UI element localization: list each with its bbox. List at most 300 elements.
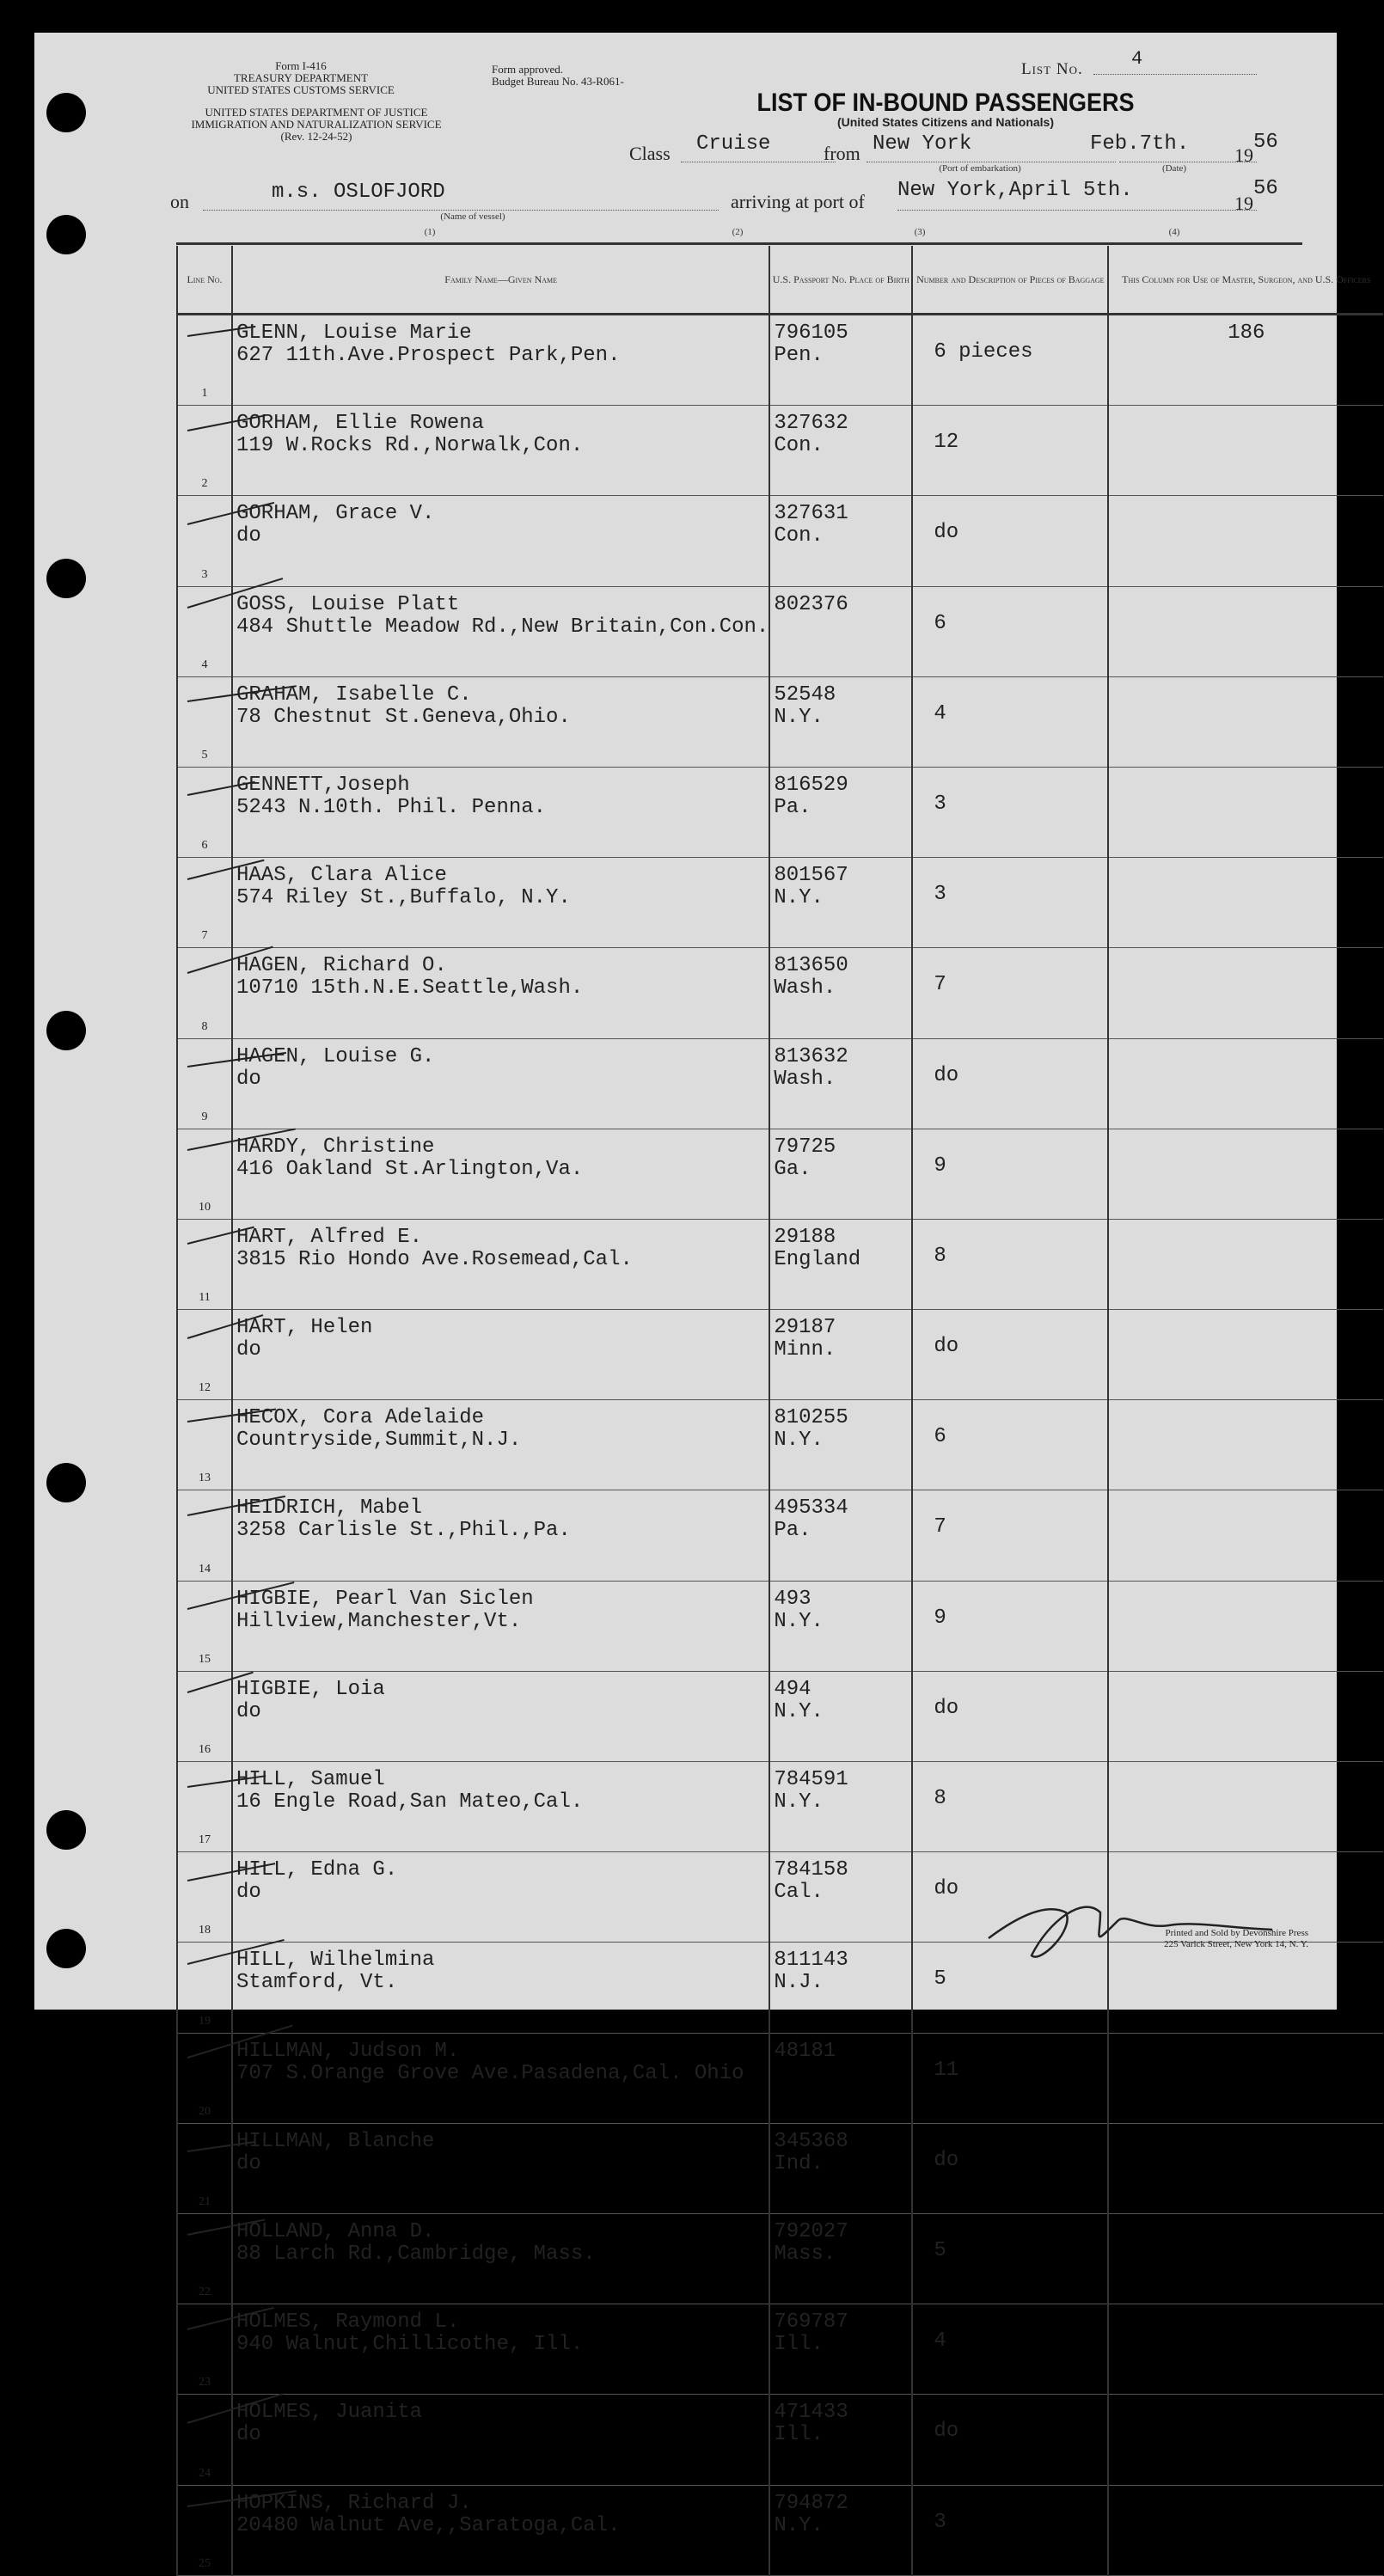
line-number-text: 4 — [201, 658, 208, 671]
line-number-text: 15 — [199, 1652, 211, 1666]
line-number-text: 20 — [199, 2104, 211, 2118]
table-row — [177, 2213, 1383, 2304]
name-cell — [232, 1762, 769, 1852]
passenger-address: do — [236, 1067, 261, 1091]
line-number-text: 13 — [199, 1472, 211, 1485]
name-cell — [232, 1129, 769, 1219]
officer-cell — [1108, 2395, 1383, 2485]
port-caption: (Port of embarkation) — [939, 163, 1021, 174]
table-row — [177, 1581, 1383, 1671]
passenger-address: do — [236, 1881, 261, 1905]
passport-cell — [769, 1129, 912, 1219]
place-of-birth: Wash. — [774, 976, 836, 1000]
officer-cell — [1108, 496, 1383, 586]
passport-cell — [769, 1852, 912, 1943]
line-number — [177, 2123, 232, 2213]
officer-cell — [1108, 2485, 1383, 2575]
table-row — [177, 1219, 1383, 1309]
baggage-cell — [912, 1490, 1108, 1581]
passenger-address: 78 Chestnut St.Geneva,Ohio. — [236, 705, 571, 729]
line-number — [177, 1762, 232, 1852]
table-row — [177, 1310, 1383, 1400]
place-of-birth: Pa. — [774, 1519, 811, 1543]
table-row — [177, 948, 1383, 1038]
passenger-name: HEIDRICH, Mabel — [236, 1496, 423, 1521]
line-number — [177, 1852, 232, 1943]
line-number-text: 14 — [199, 1562, 211, 1576]
name-cell — [232, 1671, 769, 1761]
baggage-count: 6 pieces — [934, 340, 1033, 364]
baggage-count: 12 — [934, 431, 959, 455]
line-number — [177, 1219, 232, 1309]
passport-number: 794872 — [774, 2491, 848, 2515]
officer-cell — [1108, 858, 1383, 948]
passenger-name: HAGEN, Louise G. — [236, 1044, 435, 1068]
arriving-label: arriving at port of — [731, 191, 865, 212]
passport-number: 784591 — [774, 1768, 848, 1791]
officer-cell — [1108, 1310, 1383, 1400]
officer-note: 186 — [1228, 321, 1265, 345]
passenger-address: do — [236, 2423, 261, 2447]
passenger-address: do — [236, 524, 261, 548]
passport-number: 493 — [774, 1587, 811, 1611]
baggage-cell — [912, 1581, 1108, 1671]
from-label: from — [824, 143, 860, 164]
passenger-address: 16 Engle Road,San Mateo,Cal. — [236, 1790, 584, 1814]
passenger-name: GENNETT,Joseph — [236, 773, 410, 797]
baggage-count: 9 — [934, 1153, 946, 1178]
line-number — [177, 2485, 232, 2575]
line-number-text: 19 — [199, 2014, 211, 2028]
officer-cell — [1108, 406, 1383, 496]
line-number — [177, 1038, 232, 1129]
passport-cell — [769, 1038, 912, 1129]
baggage-count: do — [934, 2148, 959, 2172]
passport-number: 327632 — [774, 412, 848, 436]
officer-cell — [1108, 1219, 1383, 1309]
officer-cell — [1108, 676, 1383, 767]
passenger-address: 5243 N.10th. Phil. Penna. — [236, 795, 547, 819]
passport-number: 813650 — [774, 954, 848, 978]
form-title: LIST OF IN-BOUND PASSENGERS — [756, 88, 1135, 117]
table-row — [177, 2485, 1383, 2575]
line-number-text: 3 — [201, 567, 208, 581]
line-number — [177, 315, 232, 406]
line-number-text: 12 — [199, 1381, 211, 1395]
baggage-count: do — [934, 1063, 959, 1087]
baggage-count: 11 — [934, 2058, 959, 2082]
baggage-count: 8 — [934, 1787, 946, 1810]
table-row — [177, 1762, 1383, 1852]
col-name: Family Name—Given Name — [232, 246, 769, 315]
budget-bureau-no: Budget Bureau No. 43-R061- — [492, 75, 624, 88]
passport-cell — [769, 2304, 912, 2395]
list-no-line — [1093, 74, 1257, 75]
officer-cell — [1108, 948, 1383, 1038]
baggage-count: 3 — [934, 883, 946, 907]
line-number-text: 18 — [199, 1924, 211, 1937]
passenger-name: HOLLAND, Anna D. — [236, 2219, 435, 2243]
line-number-text: 23 — [199, 2376, 211, 2389]
passport-number: 48181 — [774, 2039, 836, 2063]
passenger-name: HARDY, Christine — [236, 1135, 435, 1159]
baggage-count: 6 — [934, 611, 946, 635]
line-number-text: 6 — [201, 839, 208, 853]
printer-credit — [1016, 1928, 1308, 1950]
passport-number: 494 — [774, 1677, 811, 1701]
line-number-text: 5 — [201, 748, 208, 762]
passenger-address: do — [236, 1338, 261, 1362]
line-number-text: 25 — [199, 2556, 211, 2570]
table-row — [177, 586, 1383, 676]
table-top-rule — [176, 242, 1302, 245]
place-of-birth: Wash. — [774, 1067, 836, 1091]
place-of-birth: Cal. — [774, 1881, 824, 1905]
baggage-cell — [912, 767, 1108, 857]
place-of-birth: Ill. — [774, 2423, 824, 2447]
place-of-birth: Pen. — [774, 344, 824, 367]
place-of-birth: Ind. — [774, 2151, 824, 2175]
line-number — [177, 1671, 232, 1761]
baggage-cell — [912, 1762, 1108, 1852]
place-of-birth: N.Y. — [774, 2513, 824, 2537]
baggage-count: 3 — [934, 792, 946, 816]
passenger-address: do — [236, 2151, 261, 2175]
table-row — [177, 2123, 1383, 2213]
baggage-count: 9 — [934, 1606, 946, 1630]
table-row — [177, 1129, 1383, 1219]
class-label: Class — [629, 143, 671, 164]
name-cell — [232, 1400, 769, 1490]
table-row — [177, 858, 1383, 948]
officer-cell — [1108, 1129, 1383, 1219]
passenger-address: Stamford, Vt. — [236, 1971, 398, 1995]
line-number — [177, 1581, 232, 1671]
line-number-text: 16 — [199, 1743, 211, 1756]
passport-cell — [769, 948, 912, 1038]
form-id-block — [163, 60, 438, 96]
name-cell — [232, 2123, 769, 2213]
officer-cell — [1108, 2033, 1383, 2123]
arrival-port-date: New York,April 5th. — [897, 179, 1133, 202]
baggage-count: do — [934, 1877, 959, 1901]
col-passport: U.S. Passport No. Place of Birth — [769, 246, 912, 315]
col-officers: This Column for Use of Master, Surgeon, and U.S. Officers — [1108, 246, 1383, 315]
line-number — [177, 767, 232, 857]
printer-line-2: 225 Varick Street, New York 14, N. Y. — [1164, 1939, 1308, 1949]
line-number-text: 21 — [199, 2194, 211, 2208]
arrival-year: 56 — [1253, 177, 1278, 200]
baggage-cell — [912, 676, 1108, 767]
vessel-line — [203, 210, 719, 211]
name-cell — [232, 586, 769, 676]
name-cell — [232, 858, 769, 948]
name-cell — [232, 1943, 769, 2033]
passenger-name: HOLMES, Raymond L. — [236, 2310, 460, 2334]
list-no-value: 4 — [1131, 48, 1143, 70]
passenger-name: HILL, Wilhelmina — [236, 1949, 435, 1973]
passport-number: 802376 — [774, 592, 848, 616]
passenger-address: Hillview,Manchester,Vt. — [236, 1609, 522, 1633]
passport-cell — [769, 1490, 912, 1581]
approval-block — [492, 64, 624, 88]
baggage-count: 6 — [934, 1425, 946, 1449]
passport-cell — [769, 1671, 912, 1761]
officer-cell — [1108, 767, 1383, 857]
passenger-address: 119 W.Rocks Rd.,Norwalk,Con. — [236, 434, 584, 458]
date-caption: (Date) — [1161, 163, 1187, 174]
baggage-cell — [912, 2395, 1108, 2485]
col-baggage: Number and Description of Pieces of Baggage — [912, 246, 1108, 315]
passenger-name: HOPKINS, Richard J. — [236, 2491, 472, 2515]
punch-hole — [46, 215, 86, 254]
punch-hole — [46, 1929, 86, 1968]
baggage-count: 4 — [934, 2329, 946, 2353]
passenger-name: HART, Helen — [236, 1316, 373, 1340]
table-row — [177, 1038, 1383, 1129]
officer-cell — [1108, 1038, 1383, 1129]
name-cell — [232, 767, 769, 857]
baggage-cell — [912, 315, 1108, 406]
passport-cell — [769, 1400, 912, 1490]
baggage-cell — [912, 948, 1108, 1038]
list-no-label: List No. — [1021, 60, 1083, 78]
officer-cell — [1108, 1400, 1383, 1490]
passenger-name: HILLMAN, Judson M. — [236, 2039, 460, 2063]
name-cell — [232, 315, 769, 406]
line-number-text: 2 — [201, 477, 208, 491]
table-row — [177, 2033, 1383, 2123]
passenger-name: HAGEN, Richard O. — [236, 954, 447, 978]
table-row — [177, 2304, 1383, 2395]
col-cap-4: (4) — [1168, 227, 1180, 237]
table-row — [177, 767, 1383, 857]
place-of-birth: Con. — [774, 524, 824, 548]
table-row — [177, 1671, 1383, 1761]
name-cell — [232, 406, 769, 496]
passport-cell — [769, 406, 912, 496]
passenger-address: 416 Oakland St.Arlington,Va. — [236, 1157, 584, 1181]
passport-cell — [769, 2485, 912, 2575]
place-of-birth: Ill. — [774, 2333, 824, 2357]
passport-number: 813632 — [774, 1044, 848, 1068]
passenger-address: 484 Shuttle Meadow Rd.,New Britain,Con.Con. — [236, 615, 769, 639]
passport-cell — [769, 676, 912, 767]
line-number-text: 24 — [199, 2466, 211, 2480]
passport-number: 784158 — [774, 1858, 848, 1882]
treasury-dept: TREASURY DEPARTMENT — [233, 71, 369, 84]
passport-cell — [769, 2395, 912, 2485]
place-of-birth: N.J. — [774, 1971, 824, 1995]
name-cell — [232, 2485, 769, 2575]
line-number-text: 7 — [201, 929, 208, 943]
arrival-line — [897, 210, 1257, 211]
revision-date: (Rev. 12-24-52) — [280, 130, 352, 143]
passport-cell — [769, 2123, 912, 2213]
name-cell — [232, 1852, 769, 1943]
name-cell — [232, 1038, 769, 1129]
passenger-table — [176, 246, 1383, 2576]
line-number-text: 1 — [201, 387, 208, 401]
officer-cell — [1108, 1490, 1383, 1581]
passenger-name: GORHAM, Ellie Rowena — [236, 412, 485, 436]
place-of-birth: Mass. — [774, 2242, 836, 2266]
officer-cell — [1108, 2213, 1383, 2304]
table-row — [177, 676, 1383, 767]
baggage-cell — [912, 2213, 1108, 2304]
class-value: Cruise — [696, 132, 771, 156]
col-cap-1: (1) — [424, 227, 436, 237]
passport-cell — [769, 2213, 912, 2304]
passport-cell — [769, 1581, 912, 1671]
table-row — [177, 2395, 1383, 2485]
passenger-address: 707 S.Orange Grove Ave.Pasadena,Cal. Ohio — [236, 2061, 744, 2085]
place-of-birth: N.Y. — [774, 1790, 824, 1814]
passenger-name: HILL, Samuel — [236, 1768, 385, 1791]
justice-dept-block — [170, 107, 462, 143]
line-number — [177, 1490, 232, 1581]
baggage-count: do — [934, 521, 959, 545]
form-approved: Form approved. — [492, 63, 564, 76]
baggage-cell — [912, 1129, 1108, 1219]
form-subtitle: (United States Citizens and Nationals) — [836, 115, 1055, 129]
baggage-count: 7 — [934, 973, 946, 997]
baggage-cell — [912, 586, 1108, 676]
line-number — [177, 1400, 232, 1490]
line-number — [177, 406, 232, 496]
baggage-cell — [912, 2485, 1108, 2575]
baggage-count: 5 — [934, 1967, 946, 1992]
punch-hole — [46, 1810, 86, 1850]
baggage-count: 7 — [934, 1515, 946, 1539]
passenger-name: HILLMAN, Blanche — [236, 2129, 435, 2153]
officer-cell — [1108, 1581, 1383, 1671]
passport-number: 792027 — [774, 2219, 848, 2243]
officer-signature — [971, 1887, 1281, 1964]
passport-cell — [769, 586, 912, 676]
passenger-name: HAAS, Clara Alice — [236, 864, 447, 888]
passport-number: 816529 — [774, 773, 848, 797]
baggage-cell — [912, 1310, 1108, 1400]
line-number-text: 17 — [199, 1833, 211, 1847]
date-value: Feb.7th. — [1090, 132, 1190, 156]
passport-cell — [769, 2033, 912, 2123]
baggage-cell — [912, 2123, 1108, 2213]
passport-number: 769787 — [774, 2310, 848, 2334]
place-of-birth: Pa. — [774, 795, 811, 819]
passport-number: 810255 — [774, 1406, 848, 1430]
baggage-count: 5 — [934, 2238, 946, 2262]
name-cell — [232, 2395, 769, 2485]
dept-of-justice: UNITED STATES DEPARTMENT OF JUSTICE — [205, 106, 428, 119]
col-cap-3: (3) — [914, 227, 926, 237]
baggage-cell — [912, 2304, 1108, 2395]
baggage-cell — [912, 2033, 1108, 2123]
line-number — [177, 2395, 232, 2485]
passport-cell — [769, 858, 912, 948]
passenger-name: HILL, Edna G. — [236, 1858, 398, 1882]
line-number-text: 22 — [199, 2285, 211, 2299]
name-cell — [232, 1581, 769, 1671]
line-number — [177, 586, 232, 676]
passport-cell — [769, 496, 912, 586]
passport-number: 495334 — [774, 1496, 848, 1521]
baggage-cell — [912, 1671, 1108, 1761]
place-of-birth: N.Y. — [774, 886, 824, 910]
passport-number: 471433 — [774, 2401, 848, 2425]
table-row — [177, 315, 1383, 406]
year-value: 56 — [1253, 131, 1278, 154]
from-value: New York — [873, 132, 972, 156]
year-prefix: 19 — [1234, 144, 1253, 166]
name-cell — [232, 1219, 769, 1309]
table-row — [177, 1490, 1383, 1581]
vessel-caption: (Name of vessel) — [440, 211, 505, 222]
passenger-address: 20480 Walnut Ave,,Saratoga,Cal. — [236, 2513, 621, 2537]
passport-number: 79725 — [774, 1135, 836, 1159]
line-number-text: 11 — [199, 1291, 211, 1305]
baggage-count: do — [934, 1696, 959, 1720]
passport-number: 801567 — [774, 864, 848, 888]
place-of-birth: England — [774, 1247, 861, 1271]
passenger-address: 627 11th.Ave.Prospect Park,Pen. — [236, 344, 621, 367]
punch-hole — [46, 1463, 86, 1502]
passenger-address: 574 Riley St.,Buffalo, N.Y. — [236, 886, 571, 910]
passport-number: 29187 — [774, 1316, 836, 1340]
officer-cell — [1108, 2304, 1383, 2395]
passport-cell — [769, 767, 912, 857]
baggage-count: 8 — [934, 1244, 946, 1268]
passport-cell — [769, 1762, 912, 1852]
passport-number: 796105 — [774, 321, 848, 345]
passenger-name: HIGBIE, Pearl Van Siclen — [236, 1587, 534, 1611]
baggage-cell — [912, 858, 1108, 948]
name-cell — [232, 1490, 769, 1581]
passenger-name: GRAHAM, Isabelle C. — [236, 682, 472, 707]
passenger-name: HART, Alfred E. — [236, 1225, 423, 1249]
name-cell — [232, 1310, 769, 1400]
passport-cell — [769, 315, 912, 406]
baggage-cell — [912, 496, 1108, 586]
place-of-birth: N.Y. — [774, 1699, 824, 1723]
line-number-text: 9 — [201, 1110, 208, 1123]
col-line-no: Line No. — [177, 246, 232, 315]
passenger-address: 10710 15th.N.E.Seattle,Wash. — [236, 976, 584, 1000]
table-row — [177, 496, 1383, 586]
passenger-address: do — [236, 1699, 261, 1723]
baggage-cell — [912, 1219, 1108, 1309]
punch-hole — [46, 93, 86, 132]
vessel-name: m.s. OSLOFJORD — [272, 181, 445, 204]
passenger-address: 3815 Rio Hondo Ave.Rosemead,Cal. — [236, 1247, 633, 1271]
baggage-count: 4 — [934, 701, 946, 725]
passenger-name: HOLMES, Juanita — [236, 2401, 423, 2425]
on-label: on — [170, 191, 189, 212]
baggage-cell — [912, 406, 1108, 496]
baggage-cell — [912, 1038, 1108, 1129]
printer-line-1: Printed and Sold by Devonshire Press — [1165, 1928, 1308, 1938]
baggage-cell — [912, 1400, 1108, 1490]
line-number — [177, 496, 232, 586]
form-number: Form I-416 — [275, 59, 327, 72]
place-of-birth: Ga. — [774, 1157, 811, 1181]
place-of-birth: N.Y. — [774, 1429, 824, 1453]
punch-hole — [46, 559, 86, 598]
table-header — [177, 246, 1383, 315]
name-cell — [232, 2304, 769, 2395]
name-cell — [232, 2213, 769, 2304]
place-of-birth: N.Y. — [774, 705, 824, 729]
